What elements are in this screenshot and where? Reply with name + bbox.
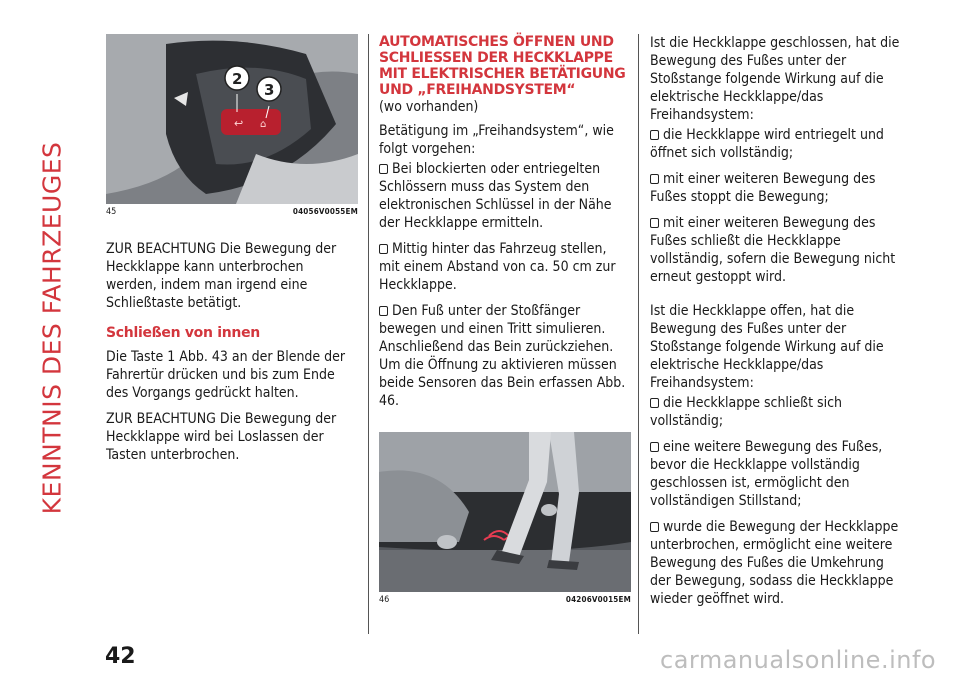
section-title-text: KENNTNIS DES FAHRZEUGES xyxy=(37,141,67,515)
figure-number: 45 xyxy=(106,207,117,217)
intro-paragraph: Ist die Heckklappe offen, hat die Bewegung des Fußes unter der Stoßstange folgende Wirkung auf die elektrische Heckklappe/das Freihandsystem: xyxy=(650,303,884,391)
watermark: carmanualsonline.info xyxy=(660,646,937,674)
checkbox-bullet-icon xyxy=(379,244,388,254)
availability-note: (wo vorhanden) xyxy=(379,99,479,115)
intro-paragraph: Ist die Heckklappe geschlossen, hat die Bewegung des Fußes unter der Stoßstange folgende Wirkung auf die elektrische Heckklappe/das Freihandsystem: xyxy=(650,35,900,123)
list-item: wurde die Bewegung der Heckklappe unterbrochen, ermöglicht eine weitere Bewegung des Fußes die Umkehrung der Bewegung, sodass die Heckklappe wieder geöffnet wird. xyxy=(650,519,899,607)
list-item: Mittig hinter das Fahrzeug stellen, mit einem Abstand von ca. 50 cm zur Heckklappe. xyxy=(379,241,616,293)
note-paragraph: ZUR BEACHTUNG Die Bewegung der Heckklappe kann unterbrochen werden, indem man irgend eine Schließtaste betätigt. xyxy=(106,241,337,311)
list-item: eine weitere Bewegung des Fußes, bevor die Heckklappe vollständig geschlossen ist, ermöglicht den vollständigen Stillstand; xyxy=(650,439,883,509)
checkbox-bullet-icon xyxy=(379,164,388,174)
svg-text:↩: ↩ xyxy=(234,117,244,130)
checkbox-bullet-icon xyxy=(379,306,388,316)
checkbox-bullet-icon xyxy=(650,130,659,140)
note-paragraph: ZUR BEACHTUNG Die Bewegung der Heckklappe wird bei Loslassen der Tasten unterbrochen. xyxy=(106,411,337,463)
checkbox-bullet-icon xyxy=(650,398,659,408)
checkbox-bullet-icon xyxy=(650,522,659,532)
column-1 xyxy=(106,34,358,472)
column-divider-1 xyxy=(368,34,369,634)
column-3 xyxy=(650,34,900,616)
checkbox-bullet-icon xyxy=(650,442,659,452)
svg-text:⌂: ⌂ xyxy=(260,119,267,130)
page-number: 42 xyxy=(105,644,136,669)
checkbox-bullet-icon xyxy=(650,174,659,184)
callout-2-label: 2 xyxy=(232,70,243,88)
figure-46-caption xyxy=(379,592,631,606)
figure-number: 46 xyxy=(379,595,390,605)
list-item: Den Fuß unter der Stoßfänger bewegen und einen Tritt simulieren. Anschließend das Bein zurückziehen. Um die Öffnung zu aktivieren müssen beide Sensoren das Bein erfassen Abb. 46. xyxy=(379,303,626,409)
checkbox-bullet-icon xyxy=(650,218,659,228)
column-2 xyxy=(379,34,631,606)
callout-3-label: 3 xyxy=(264,81,275,99)
figure-45-caption xyxy=(106,204,358,218)
intro-paragraph: Betätigung im „Freihandsystem“, wie folgt vorgehen: xyxy=(379,123,614,157)
figure-45 xyxy=(106,34,358,204)
switch-panel xyxy=(221,109,281,135)
tailgate-switch-illustration xyxy=(106,34,358,204)
list-item: Bei blockierten oder entriegelten Schlössern muss das System den elektronischen Schlüssel in der Nähe der Heckklappe ermitteln. xyxy=(379,161,612,231)
hands-free-kick-illustration xyxy=(379,432,631,592)
figure-46 xyxy=(379,432,631,592)
figure-code: 04056V0055EM xyxy=(292,207,358,216)
section-heading: AUTOMATISCHES ÖFFNEN UND SCHLIESSEN DER HECKKLAPPE MIT ELEKTRISCHER BETÄTIGUNG UND „FREIHANDSYSTEM“ xyxy=(379,34,626,98)
body-paragraph: Die Taste 1 Abb. 43 an der Blende der Fahrertür drücken und bis zum Ende des Vorgangs gedrückt halten. xyxy=(106,349,346,401)
subsection-heading: Schließen von innen xyxy=(106,325,260,341)
list-item: mit einer weiteren Bewegung des Fußes stoppt die Bewegung; xyxy=(650,171,876,205)
figure-code: 04206V0015EM xyxy=(565,595,631,604)
list-item: die Heckklappe wird entriegelt und öffnet sich vollständig; xyxy=(650,127,884,161)
list-item: die Heckklappe schließt sich vollständig; xyxy=(650,395,843,429)
list-item: mit einer weiteren Bewegung des Fußes schließt die Heckklappe vollständig, sofern die Bewegung nicht erneut gestoppt wird. xyxy=(650,215,896,285)
column-divider-2 xyxy=(638,34,639,634)
